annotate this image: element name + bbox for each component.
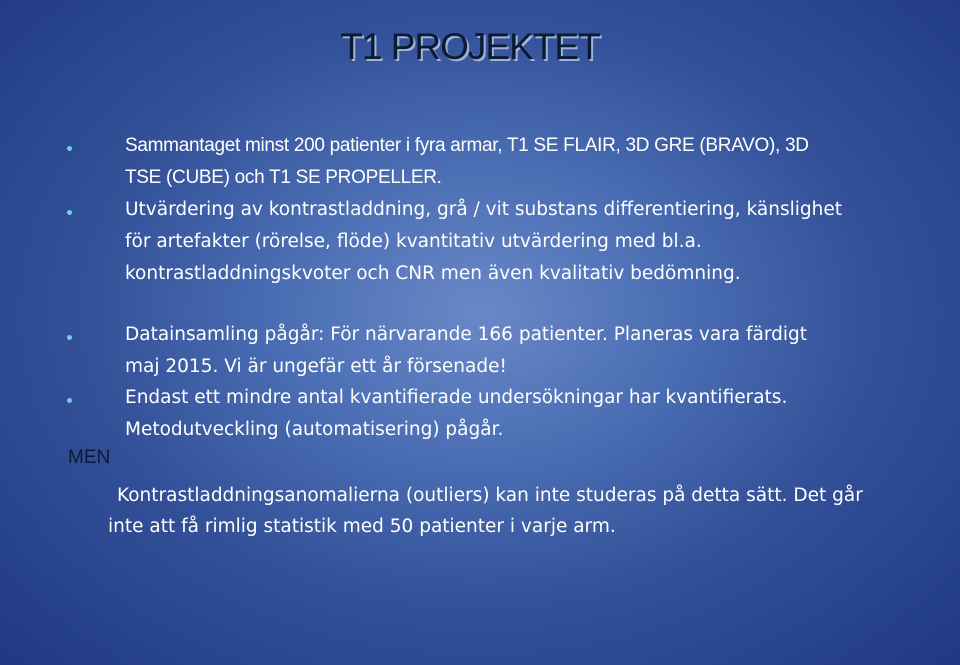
bullet-text: Datainsamling pågår: För närvarande 166 patienter. Planeras vara färdigt maj 2015. Vi är ungefär ett år försenade!: [125, 324, 808, 377]
bullet-text: Sammantaget minst 200 patienter i fyra armar, T1 SE FLAIR, 3D GRE (BRAVO), 3D TSE (CUBE) och T1 SE PROPELLER.: [125, 135, 809, 188]
bullet-text: Endast ett mindre antal kvantifierade undersökningar har kvantifierats. Metodutveckling (automatisering) pågår.: [125, 387, 788, 440]
bullet-dot-icon: [67, 335, 72, 340]
bullet-dot-icon: [67, 210, 72, 215]
men-label: MEN: [68, 447, 111, 468]
bullet-dot-icon: [67, 146, 72, 151]
bullet-dot-icon: [67, 398, 72, 403]
bullet-text: Utvärdering av kontrastladdning, grå / vit substans differentiering, känslighet för artefakter (rörelse, flöde) kvantitativ utvärdering med bl.a. kontrastladdningskvoter och CNR men även kvalitativ bedömning.: [125, 199, 843, 284]
slide-title: T1 PROJEKTET: [340, 26, 600, 67]
conclusion-text: Kontrastladdningsanomalierna (outliers) kan inte studeras på detta sätt. Det går inte att få rimlig statistik med 50 patienter i varje arm.: [108, 485, 863, 537]
